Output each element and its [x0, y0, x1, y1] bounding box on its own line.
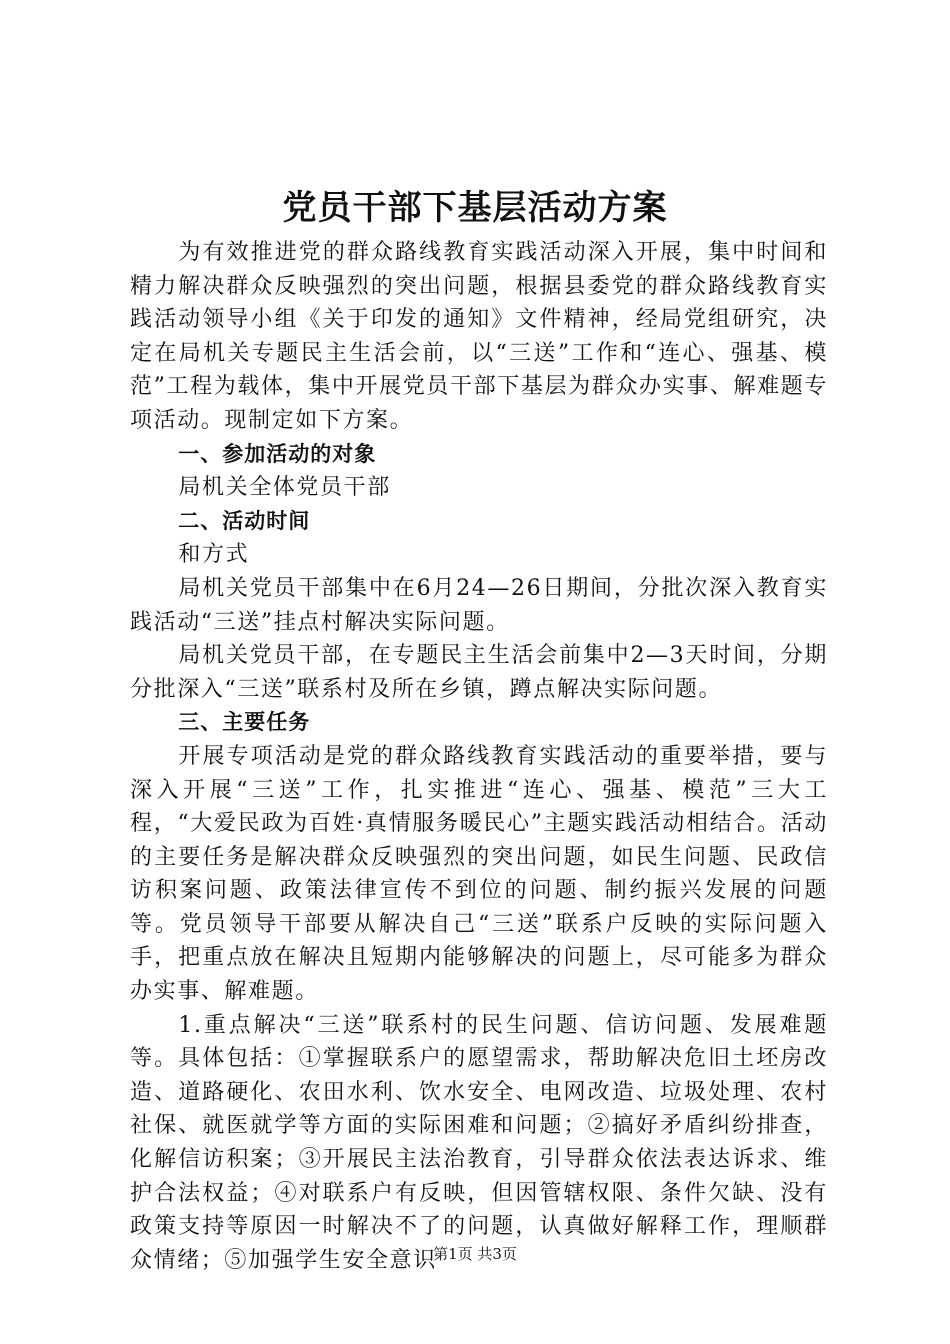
- section-heading-tasks: 三、主要任务: [178, 710, 311, 735]
- document-body: [130, 236, 828, 1277]
- schedule-paragraph-2: 局机关党员干部，在专题民主生活会前集中2—3天时间，分期分批深入“三送”联系村及所在乡镇，蹲点解决实际问题。: [130, 643, 828, 702]
- participants-paragraph: 局机关全体党员干部: [178, 475, 391, 501]
- section-heading-time: 二、活动时间: [178, 508, 311, 533]
- intro-paragraph: 为有效推进党的群众路线教育实践活动深入开展，集中时间和精力解决群众反映强烈的突出问题，根据县委党的群众路线教育实践活动领导小组《关于印发的通知》文件精神，经局党组研究，决定在局机关专题民主生活会前，以“三送”工作和“连心、强基、模范”工程为载体，集中开展党员干部下基层为群众办实事、解难题专项活动。现制定如下方案。: [130, 240, 828, 433]
- method-paragraph: 和方式: [178, 542, 250, 568]
- page-footer: 第1页 共3页: [433, 1245, 517, 1263]
- section-heading-participants: 一、参加活动的对象: [178, 441, 377, 466]
- document-title: 党员干部下基层活动方案: [282, 188, 668, 228]
- tasks-paragraph: 开展专项活动是党的群众路线教育实践活动的重要举措，要与深入开展“三送”工作，扎实推进“连心、强基、模范”三大工程，“大爱民政为百姓·真情服务暖民心”主题实践活动相结合。活动的主要任务是解决群众反映强烈的突出问题，如民生问题、民政信访积案问题、政策法律宣传不到位的问题、制约振兴发展的问题等。党员领导干部要从解决自己“三送”联系户反映的实际问题入手，把重点放在解决且短期内能够解决的问题上，尽可能多为群众办实事、解难题。: [130, 743, 828, 1005]
- schedule-paragraph-1: 局机关党员干部集中在6月24—26日期间，分批次深入教育实践活动“三送”挂点村解决实际问题。: [130, 575, 828, 635]
- task-item-1-paragraph: 1.重点解决“三送”联系村的民生问题、信访问题、发展难题等。具体包括：①掌握联系户的愿望需求，帮助解决危旧土坯房改造、道路硬化、农田水利、饮水安全、电网改造、垃圾处理、农村社保、就医就学等方面的实际困难和问题；②搞好矛盾纠纷排查，化解信访积案；③开展民主法治教育，引导群众依法表达诉求、维护合法权益；④对联系户有反映，但因管辖权限、条件欠缺、没有政策支持等原因一时解决不了的问题，认真做好解释工作，理顺群众情绪；⑤加强学生安全意识: [130, 1012, 828, 1273]
